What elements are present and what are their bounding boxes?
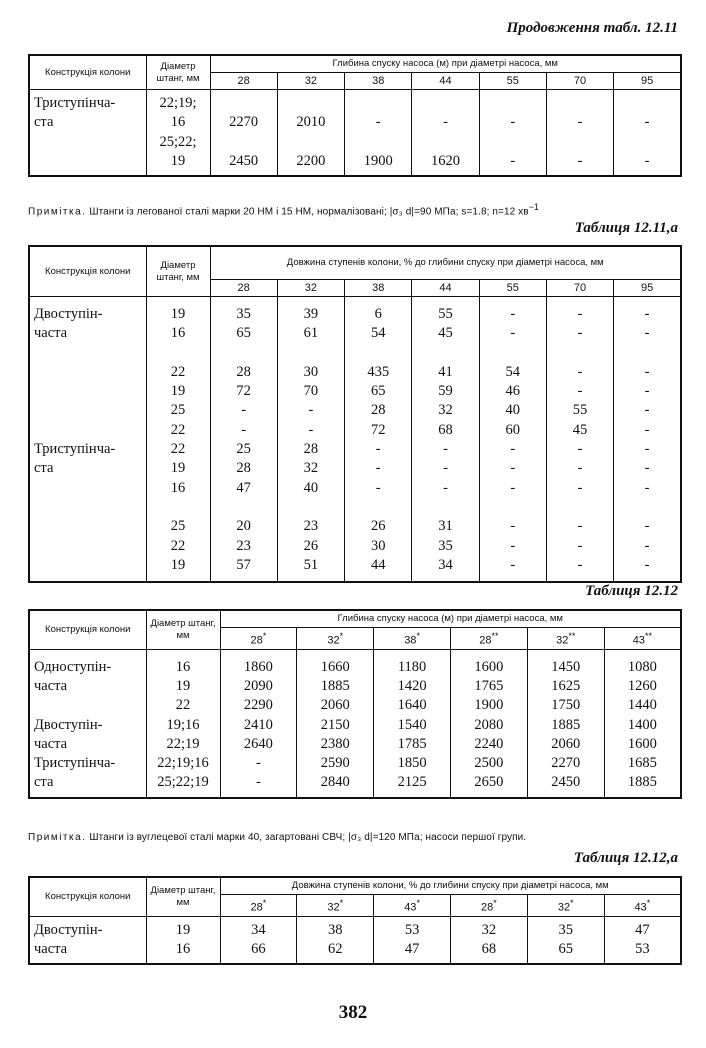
value-column: - - - - - - - - - - - - [614, 297, 681, 583]
footnote-mark: ** [568, 631, 576, 641]
footnote-mark: * [339, 631, 344, 641]
value-column: 2270 2450 [210, 90, 277, 177]
rod-diameter-cell: 16 19 22 19;16 22;19 22;19;16 25;22;19 [146, 649, 220, 798]
construction-cell: Двоступін- часта [29, 916, 146, 964]
value-column: - 1620 [412, 90, 479, 177]
table-12-12a [28, 876, 682, 965]
table-12-11-continued-caption: Продовження табл. 12.11 [506, 20, 678, 36]
footnote-mark: ** [644, 631, 652, 641]
note-text: Штанги із вуглецевої сталі марки 40, загартовані СВЧ; |σ₃ d|=120 МПа; насоси першої групи. [86, 832, 527, 843]
pump-diameter-header: 95 [614, 280, 681, 297]
header-depth: Глибина спуску насоса (м) при діаметрі насоса, мм [210, 55, 681, 73]
pump-diameter: 28 [479, 634, 492, 647]
construction-cell: Двоступін- часта Триступінча- ста [29, 297, 146, 583]
table-12-11a [28, 245, 682, 583]
pump-diameter-header [527, 895, 604, 917]
value-column: - - [479, 90, 546, 177]
table-12-12-note [28, 832, 684, 843]
rod-diameter-cell: 22;19; 16 25;22; 19 [146, 90, 210, 177]
value-column: 55 45 41 59 32 68 - - - 31 35 34 [412, 297, 479, 583]
value-column: 1180 1420 1640 1540 1785 1850 2125 [374, 649, 451, 798]
note-prefix: Примітка. [28, 832, 87, 843]
table-12-11-note [28, 202, 684, 217]
pump-diameter-header [297, 628, 374, 650]
header-construction: Конструкція колони [29, 55, 146, 90]
value-column: 35 65 [527, 916, 604, 964]
header-construction: Конструкція колони [29, 877, 146, 916]
footnote-mark: * [493, 898, 497, 908]
pump-diameter-header: 95 [614, 73, 681, 90]
note-prefix: Примітка. [28, 206, 87, 218]
value-column: 34 66 [220, 916, 297, 964]
footnote-mark: * [262, 898, 267, 908]
footnote-mark: * [646, 898, 651, 908]
pump-diameter-header: 28 [210, 280, 277, 297]
table-12-11a-caption: Таблиця 12.11,а [574, 220, 678, 236]
pump-diameter-header [604, 628, 681, 650]
value-column: 1660 1885 2060 2150 2380 2590 2840 [297, 649, 374, 798]
pump-diameter: 32 [327, 901, 340, 914]
table-12-11 [28, 54, 682, 177]
table-12-12 [28, 609, 682, 799]
note-text: Штанги із легованої сталі марки 20 НМ і 15 НМ, нормалізовані; |σ₃ d|=90 МПа; s=1.8; n=12 хв [86, 206, 529, 218]
pump-diameter-header [220, 895, 297, 917]
value-column: 53 47 [374, 916, 451, 964]
pump-diameter-header [297, 895, 374, 917]
pump-diameter-header [450, 895, 527, 917]
pump-diameter-header: 70 [546, 280, 613, 297]
value-column: 1080 1260 1440 1400 1600 1685 1885 [604, 649, 681, 798]
pump-diameter-header: 32 [277, 73, 344, 90]
pump-diameter-header: 70 [546, 73, 613, 90]
header-construction: Конструкція колони [29, 610, 146, 649]
pump-diameter-header: 44 [412, 280, 479, 297]
value-column: 6 54 435 65 28 72 - - - 26 30 44 [345, 297, 412, 583]
value-column: 2010 2200 [277, 90, 344, 177]
pump-diameter: 32 [557, 901, 571, 914]
pump-diameter-header: 44 [412, 73, 479, 90]
value-column: - 1900 [345, 90, 412, 177]
value-column: 1600 1765 1900 2080 2240 2500 2650 [450, 649, 527, 798]
pump-diameter-header [374, 895, 451, 917]
pump-diameter: 28 [250, 634, 263, 647]
pump-diameter-header [450, 628, 527, 650]
value-column: - - - - 55 45 - - - - - - [546, 297, 613, 583]
header-stage-length: Довжина ступенів колони, % до глибини спуску при діаметрі насоса, мм [210, 246, 681, 280]
table-12-12a-caption: Таблиця 12.12,а [573, 850, 678, 866]
pump-diameter: 43 [634, 901, 647, 914]
pump-diameter-header: 38 [345, 280, 412, 297]
value-column: 1450 1625 1750 1885 2060 2270 2450 [527, 649, 604, 798]
footnote-mark: * [262, 631, 267, 641]
footnote-mark: * [416, 898, 420, 908]
pump-diameter-header [374, 628, 451, 650]
pump-diameter: 28 [481, 901, 494, 914]
page-number: 382 [338, 1002, 368, 1023]
rod-diameter-cell: 19 16 22 19 25 22 22 19 16 25 22 19 [146, 297, 210, 583]
value-column: 47 53 [604, 916, 681, 964]
value-column: 35 65 28 72 - - 25 28 47 20 23 57 [210, 297, 277, 583]
pump-diameter-header: 38 [345, 73, 412, 90]
note-superscript: −1 [528, 202, 540, 212]
footnote-mark: * [416, 631, 420, 641]
pump-diameter: 43 [404, 901, 417, 914]
value-column: - - 54 46 40 60 - - - - - - [479, 297, 546, 583]
construction-cell: Одноступін- часта Двоступін- часта Триступінча- ста [29, 649, 146, 798]
pump-diameter-header: 32 [277, 280, 344, 297]
value-column: 39 61 30 70 - - 28 32 40 23 26 51 [277, 297, 344, 583]
value-column: - - [546, 90, 613, 177]
pump-diameter: 43 [632, 634, 645, 647]
header-stage-length: Довжина ступенів колони, % до глибини спуску при діаметрі насоса, мм [220, 877, 681, 895]
header-diameter: Діаметр штанг, мм [146, 55, 210, 90]
pump-diameter: 38 [404, 634, 417, 647]
construction-cell: Триступінча- ста [29, 90, 146, 177]
pump-diameter-header: 28 [210, 73, 277, 90]
pump-diameter: 28 [250, 901, 263, 914]
pump-diameter: 32 [556, 634, 569, 647]
footnote-mark: * [339, 898, 344, 908]
rod-diameter-cell: 19 16 [146, 916, 220, 964]
value-column: - - [614, 90, 681, 177]
header-diameter: Діаметр штанг, мм [146, 877, 220, 916]
footnote-mark: ** [491, 631, 499, 641]
header-depth: Глибина спуску насоса (м) при діаметрі насоса, мм [220, 610, 681, 628]
pump-diameter: 32 [327, 634, 340, 647]
pump-diameter-header [220, 628, 297, 650]
value-column: 32 68 [450, 916, 527, 964]
table-12-12-caption: Таблиця 12.12 [585, 583, 678, 599]
header-diameter: Діаметр штанг, мм [146, 246, 210, 297]
value-column: 1860 2090 2290 2410 2640 - - [220, 649, 297, 798]
footnote-mark: * [570, 898, 574, 908]
pump-diameter-header [527, 628, 604, 650]
header-construction: Конструкція колони [29, 246, 146, 297]
pump-diameter-header: 55 [479, 280, 546, 297]
pump-diameter-header [604, 895, 681, 917]
value-column: 38 62 [297, 916, 374, 964]
pump-diameter-header: 55 [479, 73, 546, 90]
header-diameter: Діаметр штанг, мм [146, 610, 220, 649]
